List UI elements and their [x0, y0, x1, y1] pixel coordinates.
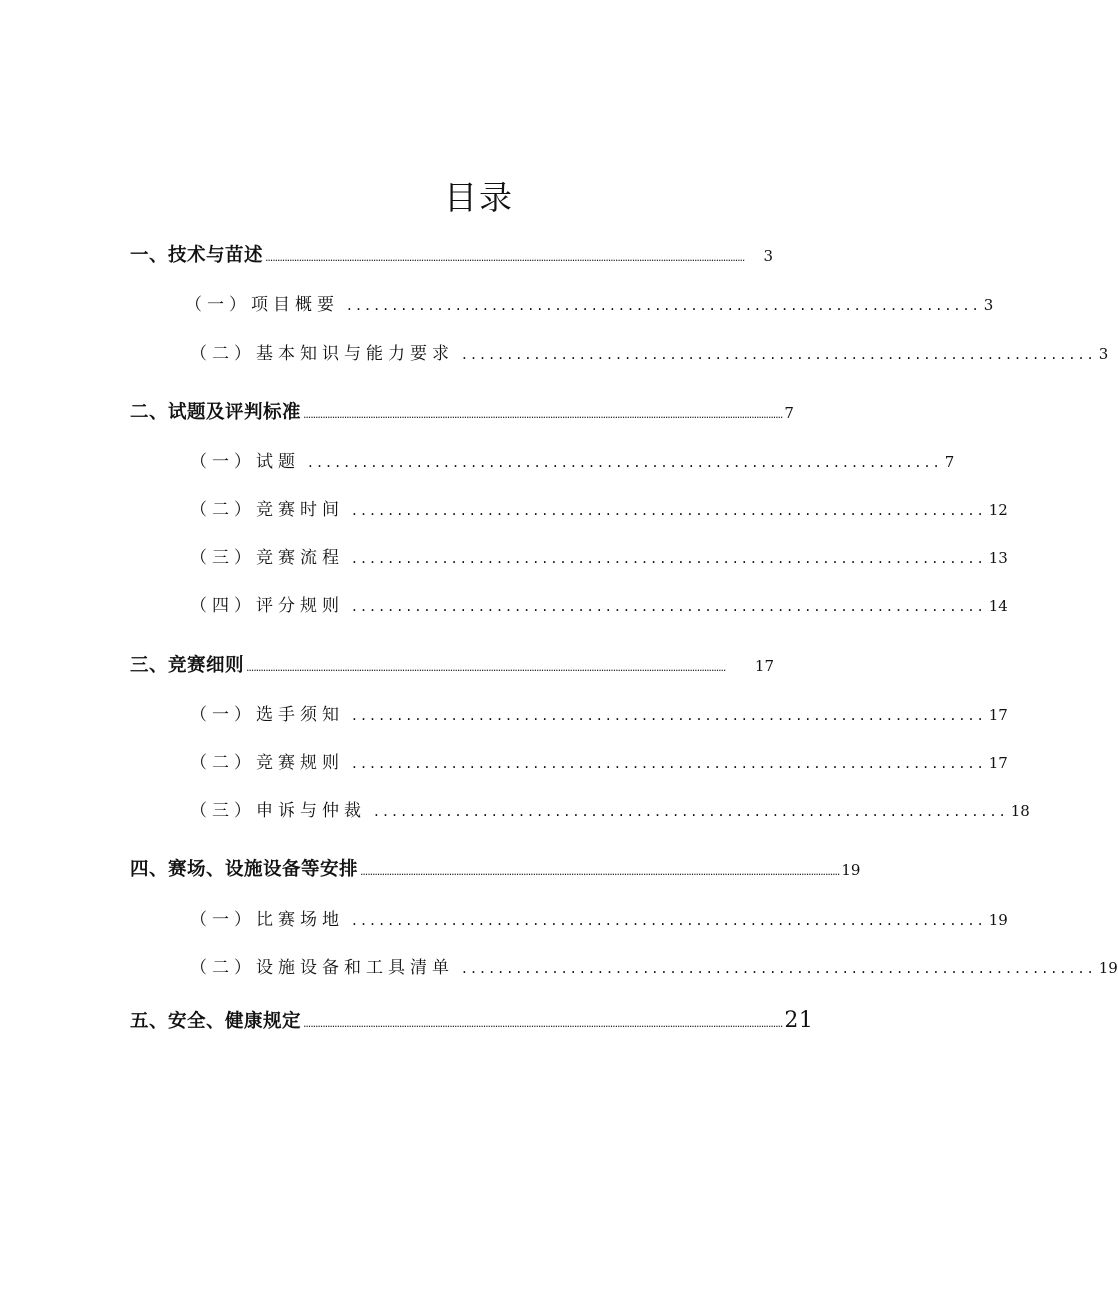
toc-section-label: （三）申诉与仲裁: [190, 801, 366, 821]
toc-chapter-5[interactable]: [130, 1008, 814, 1034]
dot-leader: ........................................................................................................................................................................................................: [246, 661, 726, 674]
toc-section-4-2[interactable]: [190, 955, 1118, 981]
toc-page-number: 7: [944, 453, 955, 471]
dot-leader: ........................................................................................................................................................................................................: [265, 251, 745, 264]
toc-section-3-1[interactable]: [190, 702, 1008, 728]
dot-leader: ......................................................................: [352, 549, 987, 567]
toc-section-label: （二）竞赛时间: [190, 500, 344, 520]
toc-section-label: （一）比赛场地: [190, 910, 344, 930]
toc-page-number: 3: [763, 247, 773, 265]
toc-page-number: 19: [841, 861, 861, 879]
dot-leader: ........................................................................................................................................................................................................: [303, 1017, 783, 1030]
dot-leader: ......................................................................: [352, 597, 987, 615]
toc-chapter-2[interactable]: [130, 400, 794, 426]
dot-leader: ......................................................................: [308, 453, 943, 471]
toc-page-number: 19: [1098, 959, 1118, 977]
toc-chapter-1[interactable]: [130, 243, 773, 269]
toc-section-label: （一）选手须知: [190, 705, 344, 725]
toc-section-3-2[interactable]: [190, 750, 1008, 776]
toc-section-2-3[interactable]: [190, 545, 1008, 571]
toc-page-number: 19: [988, 911, 1008, 929]
toc-page-number: 3: [1098, 345, 1109, 363]
toc-page-number: 7: [784, 404, 794, 422]
toc-page-number: 18: [1010, 802, 1030, 820]
toc-chapter-3[interactable]: [130, 653, 774, 679]
toc-section-label: （二）设施设备和工具清单: [190, 958, 454, 978]
toc-chapter-label: 五、安全、健康规定: [130, 1011, 302, 1032]
toc-section-label: （一）试题: [190, 452, 300, 472]
toc-chapter-label: 一、技术与苗述: [130, 245, 264, 266]
toc-section-label: （二）竞赛规则: [190, 753, 344, 773]
toc-section-label: （四）评分规则: [190, 596, 344, 616]
toc-page-number: 17: [754, 657, 774, 675]
toc-section-label: （三）竞赛流程: [190, 548, 344, 568]
dot-leader: ......................................................................: [352, 754, 987, 772]
dot-leader: ......................................................................: [352, 501, 987, 519]
toc-chapter-label: 二、试题及评判标准: [130, 402, 302, 423]
toc-page-number: 17: [988, 706, 1008, 724]
toc-page-number: 3: [983, 296, 994, 314]
toc-section-2-1[interactable]: [190, 449, 955, 475]
toc-page-number: 17: [988, 754, 1008, 772]
toc-page-number: 12: [988, 501, 1008, 519]
toc-section-1-1[interactable]: [185, 292, 994, 318]
dot-leader: ......................................................................: [352, 911, 987, 929]
toc-section-1-2[interactable]: [190, 341, 1109, 367]
dot-leader: ........................................................................................................................................................................................................: [303, 408, 783, 421]
toc-page-number: 21: [784, 1008, 814, 1033]
dot-leader: ........................................................................................................................................................................................................: [360, 865, 840, 878]
toc-page-number: 13: [988, 549, 1008, 567]
toc-section-2-4[interactable]: [190, 593, 1008, 619]
dot-leader: ......................................................................: [352, 706, 987, 724]
dot-leader: ......................................................................: [462, 959, 1097, 977]
dot-leader: ......................................................................: [462, 345, 1097, 363]
toc-section-4-1[interactable]: [190, 907, 1008, 933]
toc-section-label: （一）项目概要: [185, 295, 339, 315]
dot-leader: ......................................................................: [374, 802, 1009, 820]
toc-section-3-3[interactable]: [190, 798, 1030, 824]
toc-chapter-4[interactable]: [130, 857, 861, 883]
toc-section-label: （二）基本知识与能力要求: [190, 344, 454, 364]
toc-chapter-label: 三、竞赛细则: [130, 655, 245, 676]
toc-page-number: 14: [988, 597, 1008, 615]
dot-leader: ......................................................................: [347, 296, 982, 314]
toc-section-2-2[interactable]: [190, 497, 1008, 523]
toc-chapter-label: 四、赛场、设施设备等安排: [130, 859, 359, 880]
toc-title: 目录: [444, 178, 514, 217]
